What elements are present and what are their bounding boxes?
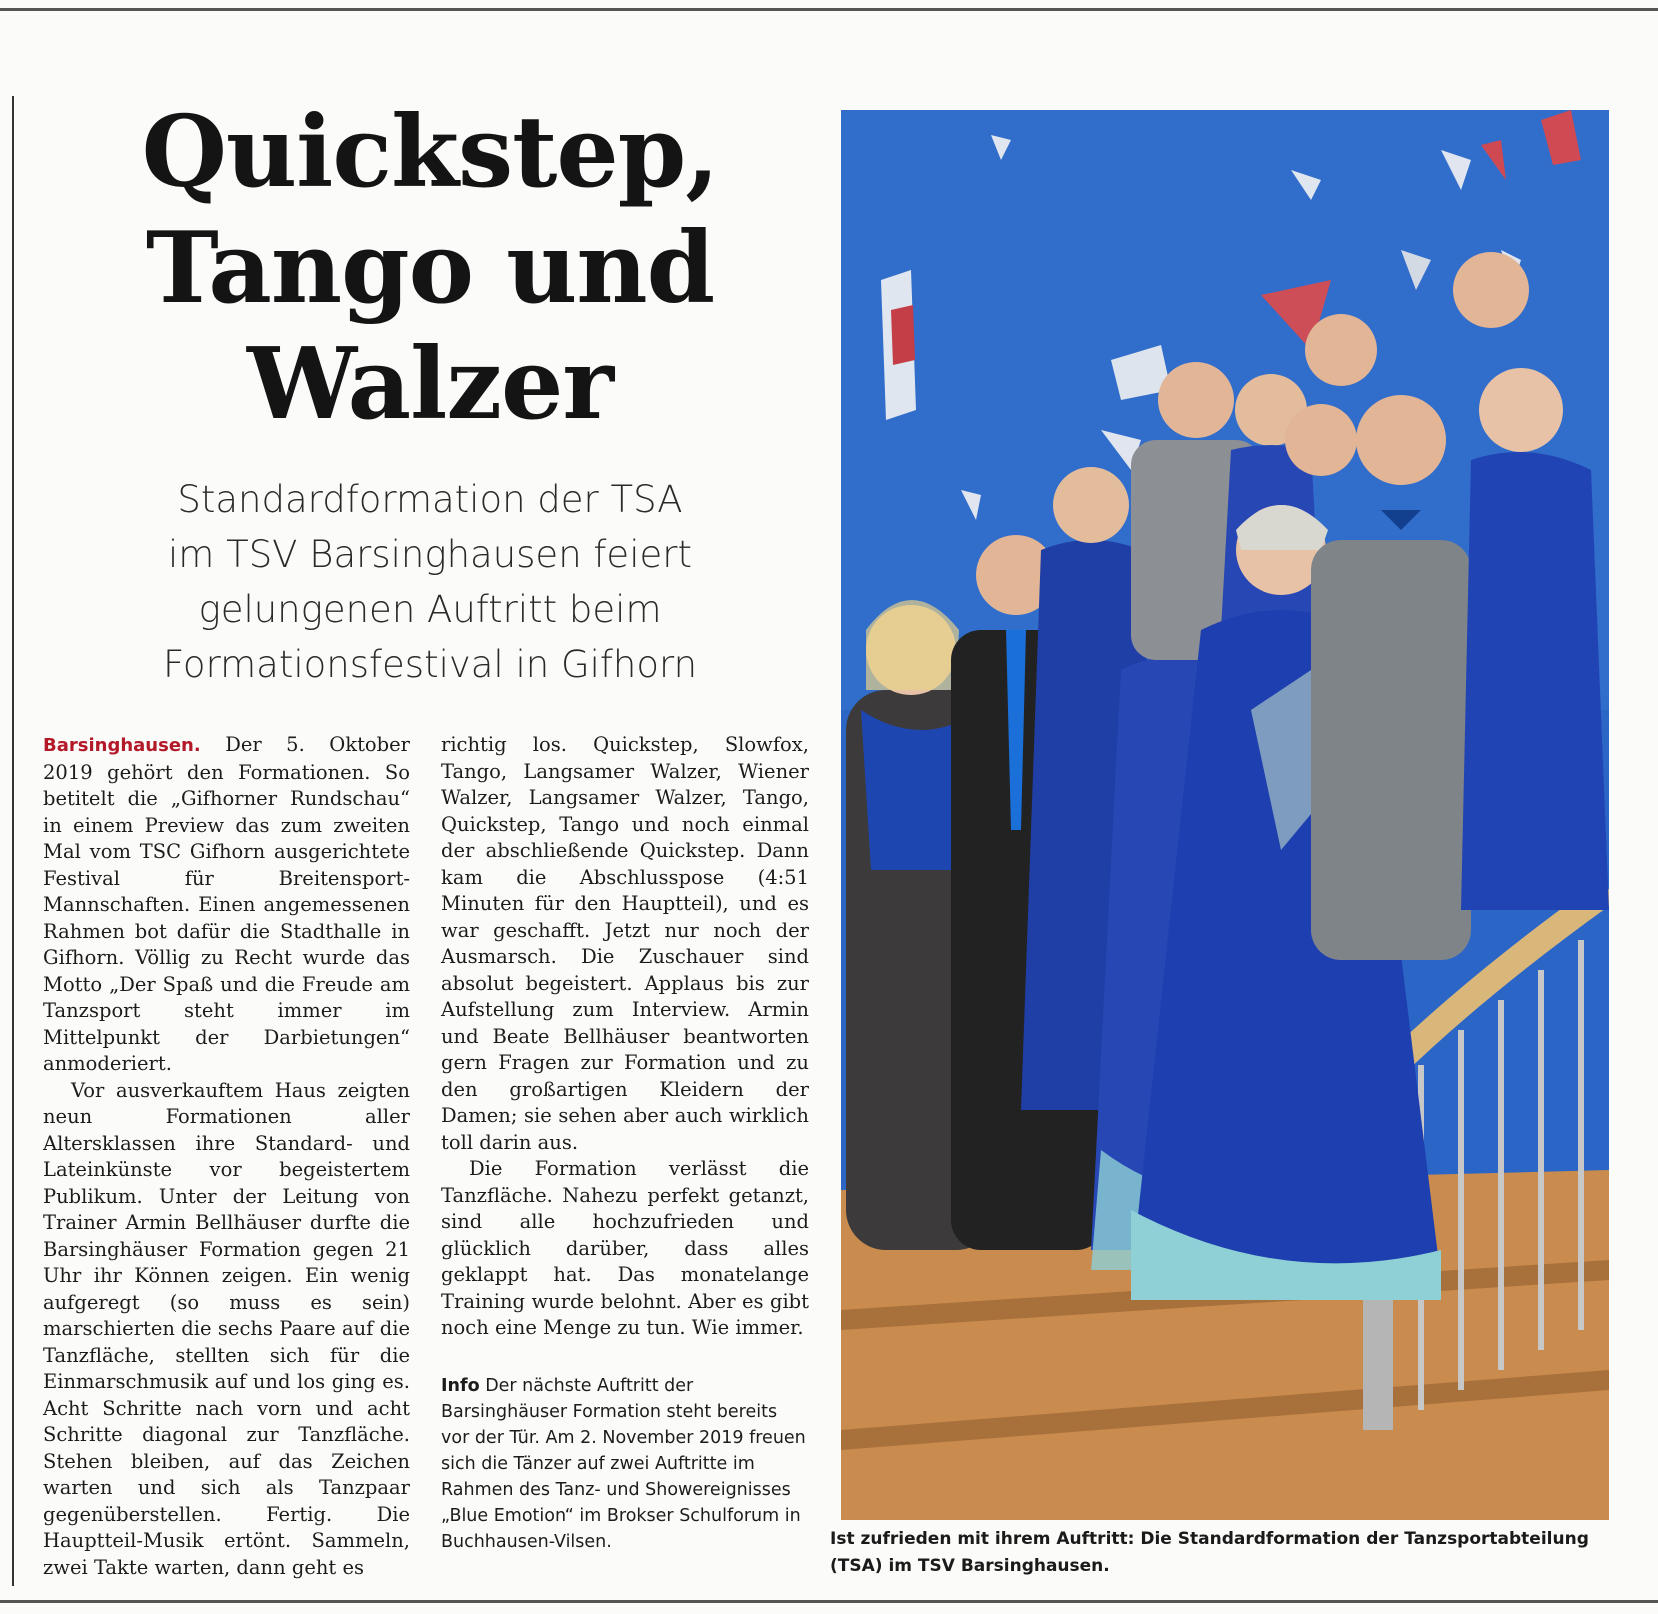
paragraph-4: Die Formation verlässt die Tanzfläche. Nahezu perfekt getanzt, sind alle hochzufrieden und glücklich darüber, dass alles geklappt hat. Das monatelange Training wurde belohnt. Aber es gibt noch eine Menge zu tun. Wie immer. xyxy=(441,1157,809,1339)
top-rule xyxy=(0,8,1658,11)
info-label: Info xyxy=(441,1376,480,1396)
headline-line-1: Quickstep, xyxy=(141,95,719,210)
article-column-2 xyxy=(441,732,809,1342)
paragraph-2: Vor ausverkauftem Haus zeigten neun Formationen aller Altersklassen ihre Standard- und Lateinkünste vor begeistertem Publikum. Unter der Leitung von Trainer Armin Bellhäuser durfte die Barsinghäuser Formation gegen 21 Uhr ihr Können zeigen. Ein wenig aufgeregt (so muss es sein) marschierten die sechs Paare auf die Tanzfläche, stellten sich für die Einmarschmusik auf und los ging es. Acht Schritte nach vorn und acht Schritte diagonal zur Tanzfläche. Stehen bleiben, auf das Zeichen warten und sich als Tanzpaar gegenüberstellen. Fertig. Die Hauptteil-Musik ertönt. Sammeln, zwei Takte warten, dann geht es xyxy=(43,1078,410,1579)
headline xyxy=(40,95,820,443)
info-text: Der nächste Auftritt der Barsinghäuser Formation steht bereits vor der Tür. Am 2. November 2019 freuen sich die Tänzer auf zwei Auftritte im Rahmen des Tanz- und Showereignisses „Blue Emotion“ im Brokser Schulforum in Buchhausen-Vilsen. xyxy=(441,1376,806,1552)
photo-illustration xyxy=(841,110,1609,1520)
bottom-rule xyxy=(0,1600,1658,1603)
info-box xyxy=(441,1373,809,1555)
dateline: Barsinghausen. xyxy=(43,735,201,756)
headline-line-3: Walzer xyxy=(247,327,613,442)
paragraph-3: richtig los. Quickstep, Slowfox, Tango, Langsamer Walzer, Wiener Walzer, Langsamer Walzer, Tango, Quickstep, Tango und noch einmal der abschließende Quickstep. Dann kam die Abschlusspose (4:51 Minuten für den Hauptteil), und es war geschafft. Jetzt nur noch der Ausmarsch. Die Zuschauer sind absolut begeistert. Applaus bis zur Aufstellung zum Interview. Armin und Beate Bellhäuser beantworten gern Fragen zur Formation und zu den großartigen Kleidern der Damen; sie sehen aber auch wirklich toll darin aus. xyxy=(441,733,809,1154)
subheadline xyxy=(60,472,800,692)
group-photo xyxy=(841,110,1609,1520)
subhead-line-3: gelungenen Auftritt beim xyxy=(198,588,662,631)
article-column-1 xyxy=(43,732,410,1581)
subhead-line-1: Standardformation der TSA xyxy=(177,478,683,521)
left-column-rule xyxy=(12,96,14,1586)
subhead-line-4: Formationsfestival in Gifhorn xyxy=(162,643,698,686)
paragraph-1 xyxy=(43,732,410,1078)
subhead-line-2: im TSV Barsinghausen feiert xyxy=(168,533,692,576)
photo-caption: Ist zufrieden mit ihrem Auftritt: Die Standardformation der Tanzsportabteilung (TSA) im TSV Barsinghausen. xyxy=(830,1529,1589,1576)
paragraph-1-text: Der 5. Oktober 2019 gehört den Formationen. So betitelt die „Gifhorner Rundschau“ in einem Preview das zum zweiten Mal vom TSC Gifhorn ausgerichtete Festival für Breitensport-Mannschaften. Einen angemessenen Rahmen bot dafür die Stadthalle in Gifhorn. Völlig zu Recht wurde das Motto „Der Spaß und die Freude am Tanzsport steht immer im Mittelpunkt der Darbietungen“ anmoderiert. xyxy=(43,733,410,1075)
headline-line-2: Tango und xyxy=(145,211,715,326)
